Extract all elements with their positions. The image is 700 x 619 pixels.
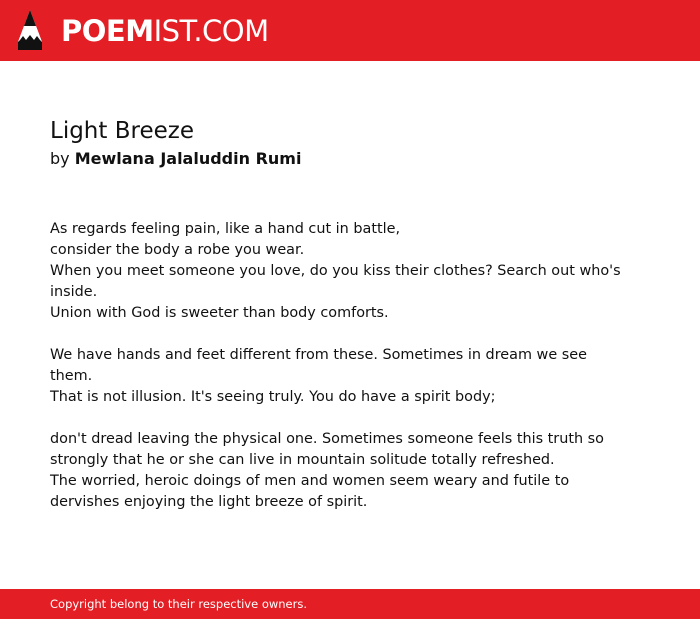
logo-bold-text: POEM	[61, 14, 154, 48]
author-name: Mewlana Jalaluddin Rumi	[74, 149, 302, 168]
poem-line: don't dread leaving the physical one. Sometimes someone feels this truth so	[50, 431, 604, 447]
copyright-text: Copyright belong to their respective owners.	[50, 597, 308, 611]
poem-line: them.	[50, 368, 93, 384]
pencil-tip-icon	[17, 9, 43, 51]
poem-line: dervishes enjoying the light breeze of spirit.	[50, 494, 368, 510]
poem-line: The worried, heroic doings of men and women seem weary and futile to	[50, 473, 570, 489]
poem-body	[50, 219, 621, 513]
poem-line: consider the body a robe you wear.	[50, 242, 305, 258]
site-header	[0, 0, 700, 61]
site-footer	[0, 589, 700, 619]
poem-line: As regards feeling pain, like a hand cut in battle,	[50, 221, 401, 237]
poem-line: We have hands and feet different from these. Sometimes in dream we see	[50, 347, 587, 363]
poem-line: inside.	[50, 284, 98, 300]
poem-line: When you meet someone you love, do you kiss their clothes? Search out who's	[50, 263, 621, 279]
poem-line: Union with God is sweeter than body comforts.	[50, 305, 389, 321]
stanza-gap	[50, 408, 610, 429]
poem-line: strongly that he or she can live in mountain solitude totally refreshed.	[50, 452, 555, 468]
logo-light-text: IST.COM	[153, 14, 269, 48]
site-logo-link[interactable]	[61, 11, 269, 51]
stanza-gap	[50, 324, 610, 345]
poem-byline	[50, 148, 301, 170]
poem-title: Light Breeze	[50, 118, 194, 144]
byline-prefix: by	[50, 149, 70, 168]
poem-line: That is not illusion. It's seeing truly. You do have a spirit body;	[50, 389, 496, 405]
